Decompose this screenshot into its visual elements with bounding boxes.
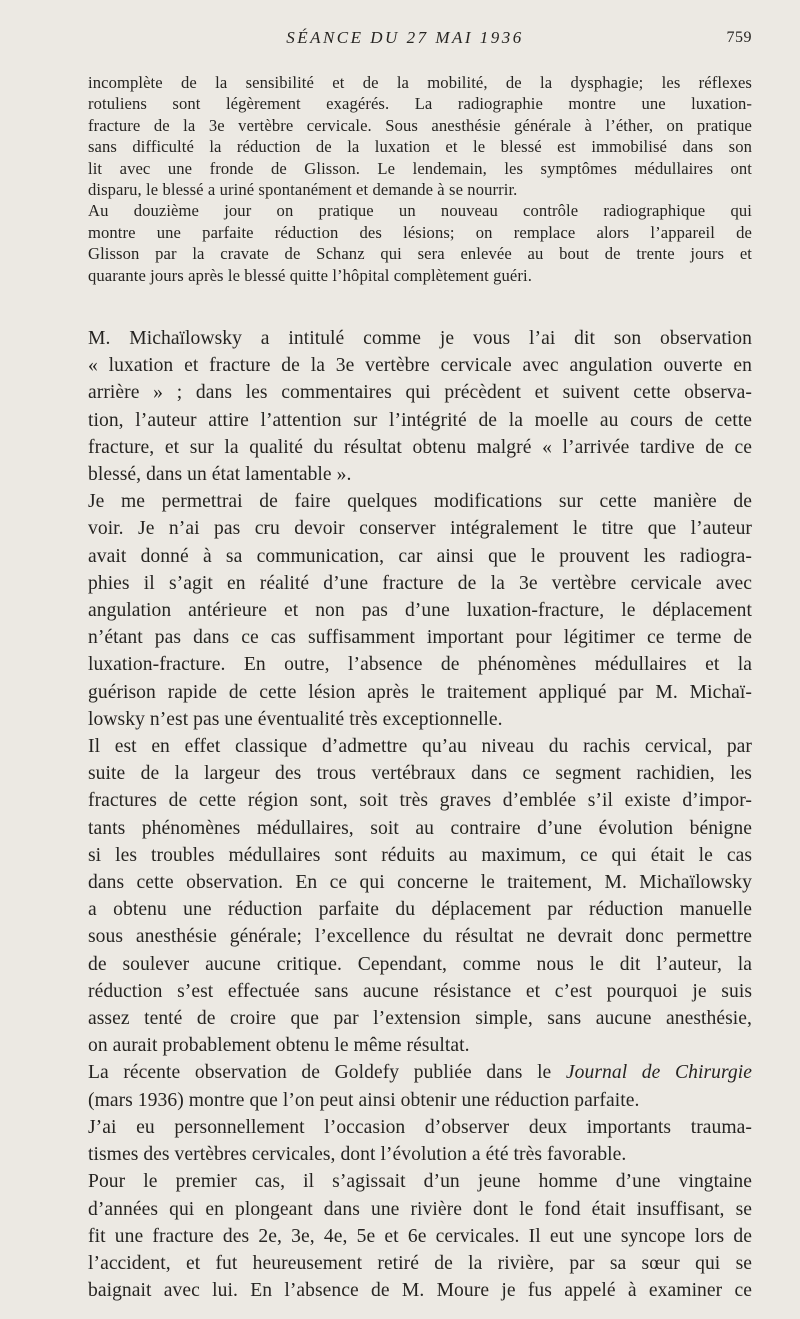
text-line: l’accident, et fut heureusement retiré de la rivière, par sa sœur qui se	[88, 1252, 752, 1274]
text-line: si les troubles médullaires sont réduits au maximum, ce qui était le cas	[88, 844, 752, 866]
text-line: Glisson par la cravate de Schanz qui sera enlevée au bout de trente jours et	[88, 244, 752, 264]
text-line: avait donné à sa communication, car ainsi que le prouvent les radiogra-	[88, 545, 752, 567]
text-line: Il est en effet classique d’admettre qu’au niveau du rachis cervical, par	[88, 736, 752, 758]
text-line: d’années qui en plongeant dans une rivière dont le fond était insuffisant, se	[88, 1198, 752, 1220]
commentary-paragraph	[58, 1059, 752, 1113]
text-line: a obtenu une réduction parfaite du déplacement par réduction manuelle	[88, 899, 752, 921]
case-report-excerpt	[58, 72, 752, 286]
commentary-paragraph	[58, 1114, 752, 1168]
journal-title: Journal de Chirurgie	[565, 1062, 753, 1084]
text-line: sans difficulté la réduction de la luxation et le blessé est immobilisé dans son	[88, 137, 752, 157]
text-line: n’étant pas dans ce cas suffisamment important pour légitimer ce terme de	[88, 627, 752, 649]
text-line: de soulever aucune critique. Cependant, comme nous le dit l’auteur, la	[88, 953, 752, 975]
text-line: angulation antérieure et non pas d’une luxation-fracture, le déplacement	[88, 600, 752, 622]
text-line: rotuliens sont légèrement exagérés. La radiographie montre une luxation-	[88, 94, 752, 114]
text-line: Pour le premier cas, il s’agissait d’un jeune homme d’une vingtaine	[88, 1171, 752, 1193]
text-line: fracture, et sur la qualité du résultat obtenu malgré « l’arrivée tardive de ce	[88, 436, 752, 458]
text-line-start: La récente observation de Goldefy publiée dans le	[88, 1062, 566, 1084]
text-line: quarante jours après le blessé quitte l’hôpital complètement guéri.	[88, 265, 532, 285]
commentary-paragraph	[58, 1168, 752, 1304]
text-line: assez tenté de croire que par l’extension simple, sans aucune anesthésie,	[88, 1008, 752, 1030]
text-line: Au douzième jour on pratique un nouveau contrôle radiographique qui	[88, 201, 752, 221]
text-line: fit une fracture des 2e, 3e, 4e, 5e et 6e cervicales. Il eut une syncope lors de	[88, 1225, 752, 1247]
commentary-paragraph	[58, 325, 752, 488]
case-paragraph	[58, 200, 752, 286]
text-line: montre une parfaite réduction des lésions; on remplace alors l’appareil de	[88, 222, 752, 242]
text-line: phies il s’agit en réalité d’une fracture de la 3e vertèbre cervicale avec	[88, 572, 752, 594]
text-line: incomplète de la sensibilité et de la mobilité, de la dysphagie; les réflexes	[88, 73, 752, 92]
text-line: fracture de la 3e vertèbre cervicale. Sous anesthésie générale à l’éther, on pratique	[88, 115, 752, 135]
case-paragraph	[58, 72, 752, 200]
text-line: M. Michaïlowsky a intitulé comme je vous l’ai dit son observation	[88, 328, 752, 349]
text-line: guérison rapide de cette lésion après le traitement appliqué par M. Michaï-	[88, 681, 752, 703]
text-line: réduction s’est effectuée sans aucune résistance et c’est pourquoi je suis	[88, 980, 752, 1002]
text-line: voir. Je n’ai pas cru devoir conserver intégralement le titre que l’auteur	[88, 518, 752, 540]
text-line: « luxation et fracture de la 3e vertèbre cervicale avec angulation ouverte en	[88, 355, 752, 377]
text-line: Je me permettrai de faire quelques modifications sur cette manière de	[88, 491, 752, 513]
commentary-paragraph	[58, 733, 752, 1059]
text-line	[58, 1059, 752, 1086]
page-number: 759	[726, 29, 752, 46]
page-header	[58, 28, 752, 54]
text-line: blessé, dans un état lamentable ».	[88, 464, 352, 486]
text-line: lowsky n’est pas une éventualité très exceptionnelle.	[88, 708, 503, 730]
text-line: lit avec une fronde de Glisson. Le lendemain, les symptômes médullaires ont	[88, 158, 752, 178]
commentary-paragraph	[58, 488, 752, 733]
text-line: baignait avec lui. En l’absence de M. Moure je fus appelé à examiner ce	[88, 1280, 752, 1302]
main-commentary	[58, 325, 752, 1304]
text-line: tants phénomènes médullaires, soit au contraire d’une évolution bénigne	[88, 817, 752, 839]
text-line: tion, l’auteur attire l’attention sur l’intégrité de la moelle au cours de cette	[88, 409, 752, 431]
text-line: dans cette observation. En ce qui concerne le traitement, M. Michaïlowsky	[88, 872, 752, 894]
text-line: tismes des vertèbres cervicales, dont l’évolution a été très favorable.	[88, 1144, 627, 1166]
text-line: (mars 1936) montre que l’on peut ainsi obtenir une réduction parfaite.	[88, 1089, 640, 1111]
text-line: fractures de cette région sont, soit très graves d’emblée s’il existe d’impor-	[88, 790, 752, 812]
running-title: SÉANCE DU 27 MAI 1936	[286, 28, 524, 47]
text-line: on aurait probablement obtenu le même résultat.	[88, 1035, 470, 1057]
text-line: suite de la largeur des trous vertébraux dans ce segment rachidien, les	[88, 763, 752, 785]
text-line: disparu, le blessé a uriné spontanément et demande à se nourrir.	[88, 180, 518, 200]
text-line: sous anesthésie générale; l’excellence du résultat ne devrait donc permettre	[88, 926, 752, 948]
text-line: luxation-fracture. En outre, l’absence de phénomènes médullaires et la	[88, 654, 752, 676]
text-line: J’ai eu personnellement l’occasion d’observer deux importants trauma-	[88, 1116, 752, 1138]
text-line: arrière » ; dans les commentaires qui précèdent et suivent cette observa-	[88, 382, 752, 404]
